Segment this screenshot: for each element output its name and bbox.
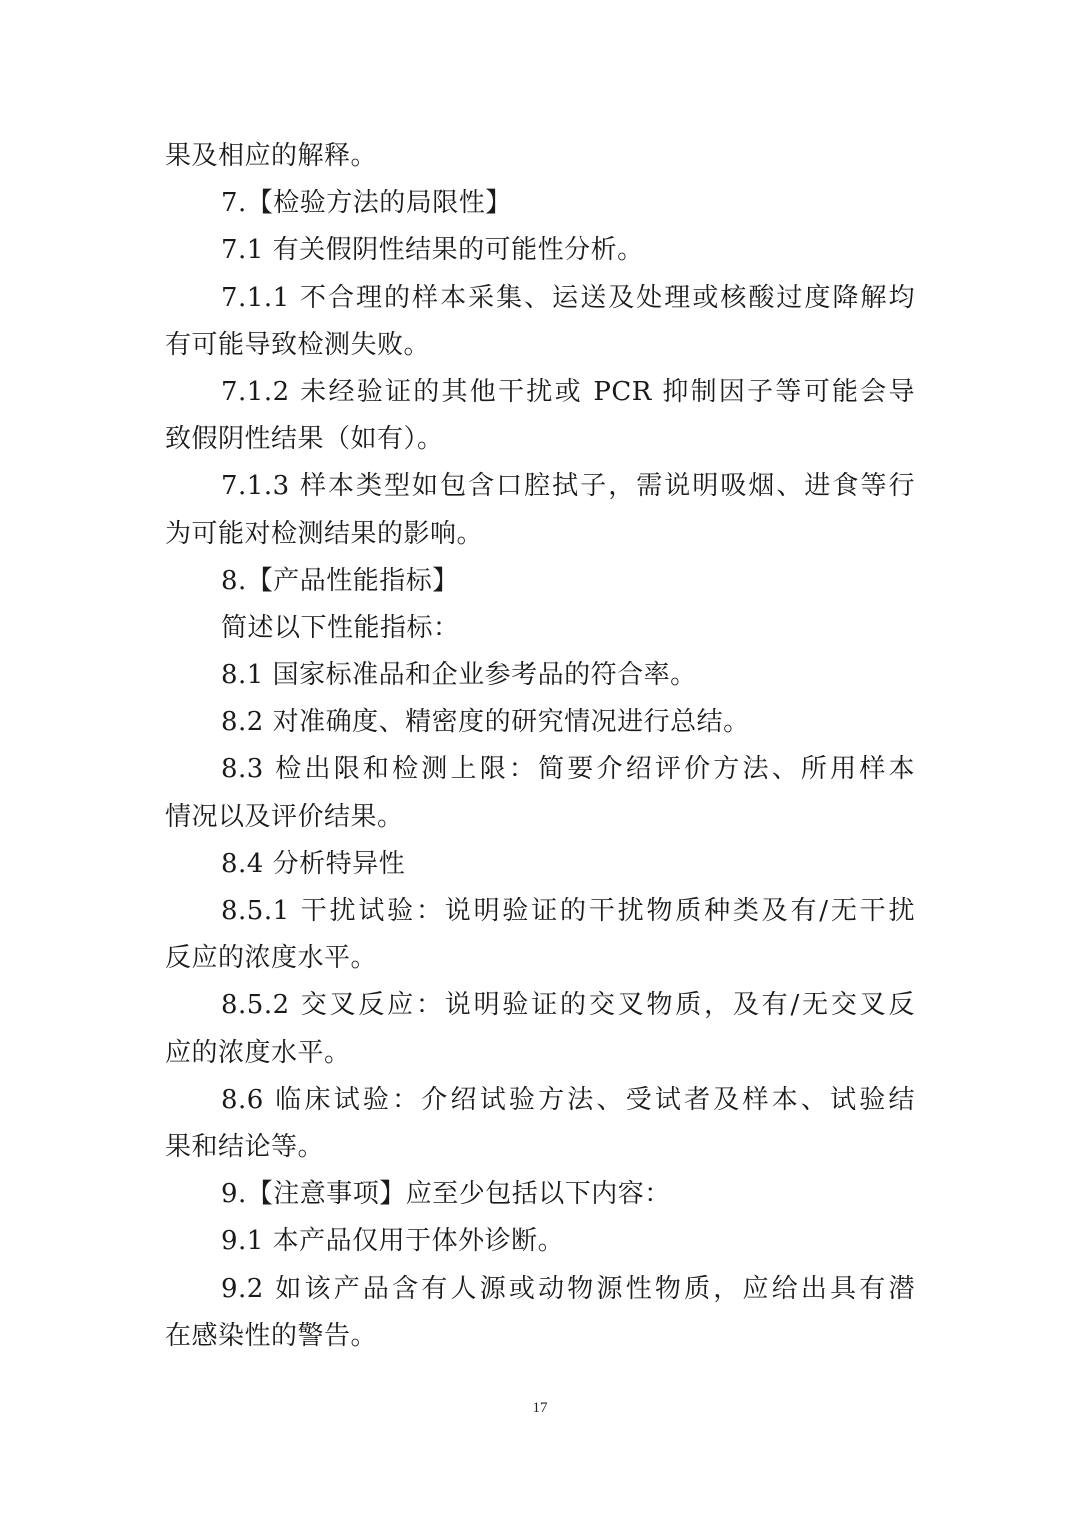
text-line: 致假阴性结果（如有）。: [165, 424, 444, 455]
text-line: 8.5.1 干扰试验：说明验证的干扰物质种类及有/无干扰: [221, 896, 915, 926]
document-body: [165, 133, 915, 1360]
page-number: 17: [532, 1400, 548, 1416]
section-heading: 8.【产品性能指标】: [221, 565, 459, 596]
text-line: 在感染性的警告。: [165, 1320, 378, 1351]
text-line: 9.1 本产品仅用于体外诊断。: [221, 1226, 565, 1257]
text-line: 7.1.2 未经验证的其他干扰或 PCR 抑制因子等可能会导: [221, 376, 915, 407]
text-line: 果和结论等。: [165, 1131, 325, 1162]
text-line: 应的浓度水平。: [165, 1037, 351, 1068]
text-line: 8.3 检出限和检测上限：简要介绍评价方法、所用样本: [221, 754, 915, 785]
text-line: 反应的浓度水平。: [165, 943, 378, 974]
text-line: 为可能对检测结果的影响。: [165, 518, 484, 549]
text-line: 简述以下性能指标：: [221, 612, 460, 643]
section-heading: 9.【注意事项】应至少包括以下内容：: [221, 1179, 671, 1210]
text-line: 7.1 有关假阴性结果的可能性分析。: [221, 235, 644, 266]
text-line: 8.5.2 交叉反应：说明验证的交叉物质，及有/无交叉反: [221, 990, 915, 1021]
section-heading: 7.【检验方法的局限性】: [221, 188, 512, 219]
text-line: 8.6 临床试验：介绍试验方法、受试者及样本、试验结: [221, 1084, 915, 1115]
text-line: 果及相应的解释。: [165, 141, 378, 171]
text-line: 8.2 对准确度、精密度的研究情况进行总结。: [221, 707, 750, 738]
text-line: 8.4 分析特异性: [221, 848, 406, 879]
text-line: 7.1.1 不合理的样本采集、运送及处理或核酸过度降解均: [221, 282, 915, 313]
text-line: 情况以及评价结果。: [165, 801, 404, 832]
text-line: 有可能导致检测失败。: [165, 329, 431, 360]
text-line: 9.2 如该产品含有人源或动物源性物质，应给出具有潜: [221, 1273, 915, 1304]
text-line: 7.1.3 样本类型如包含口腔拭子，需说明吸烟、进食等行: [221, 471, 915, 502]
text-line: 8.1 国家标准品和企业参考品的符合率。: [221, 660, 697, 691]
